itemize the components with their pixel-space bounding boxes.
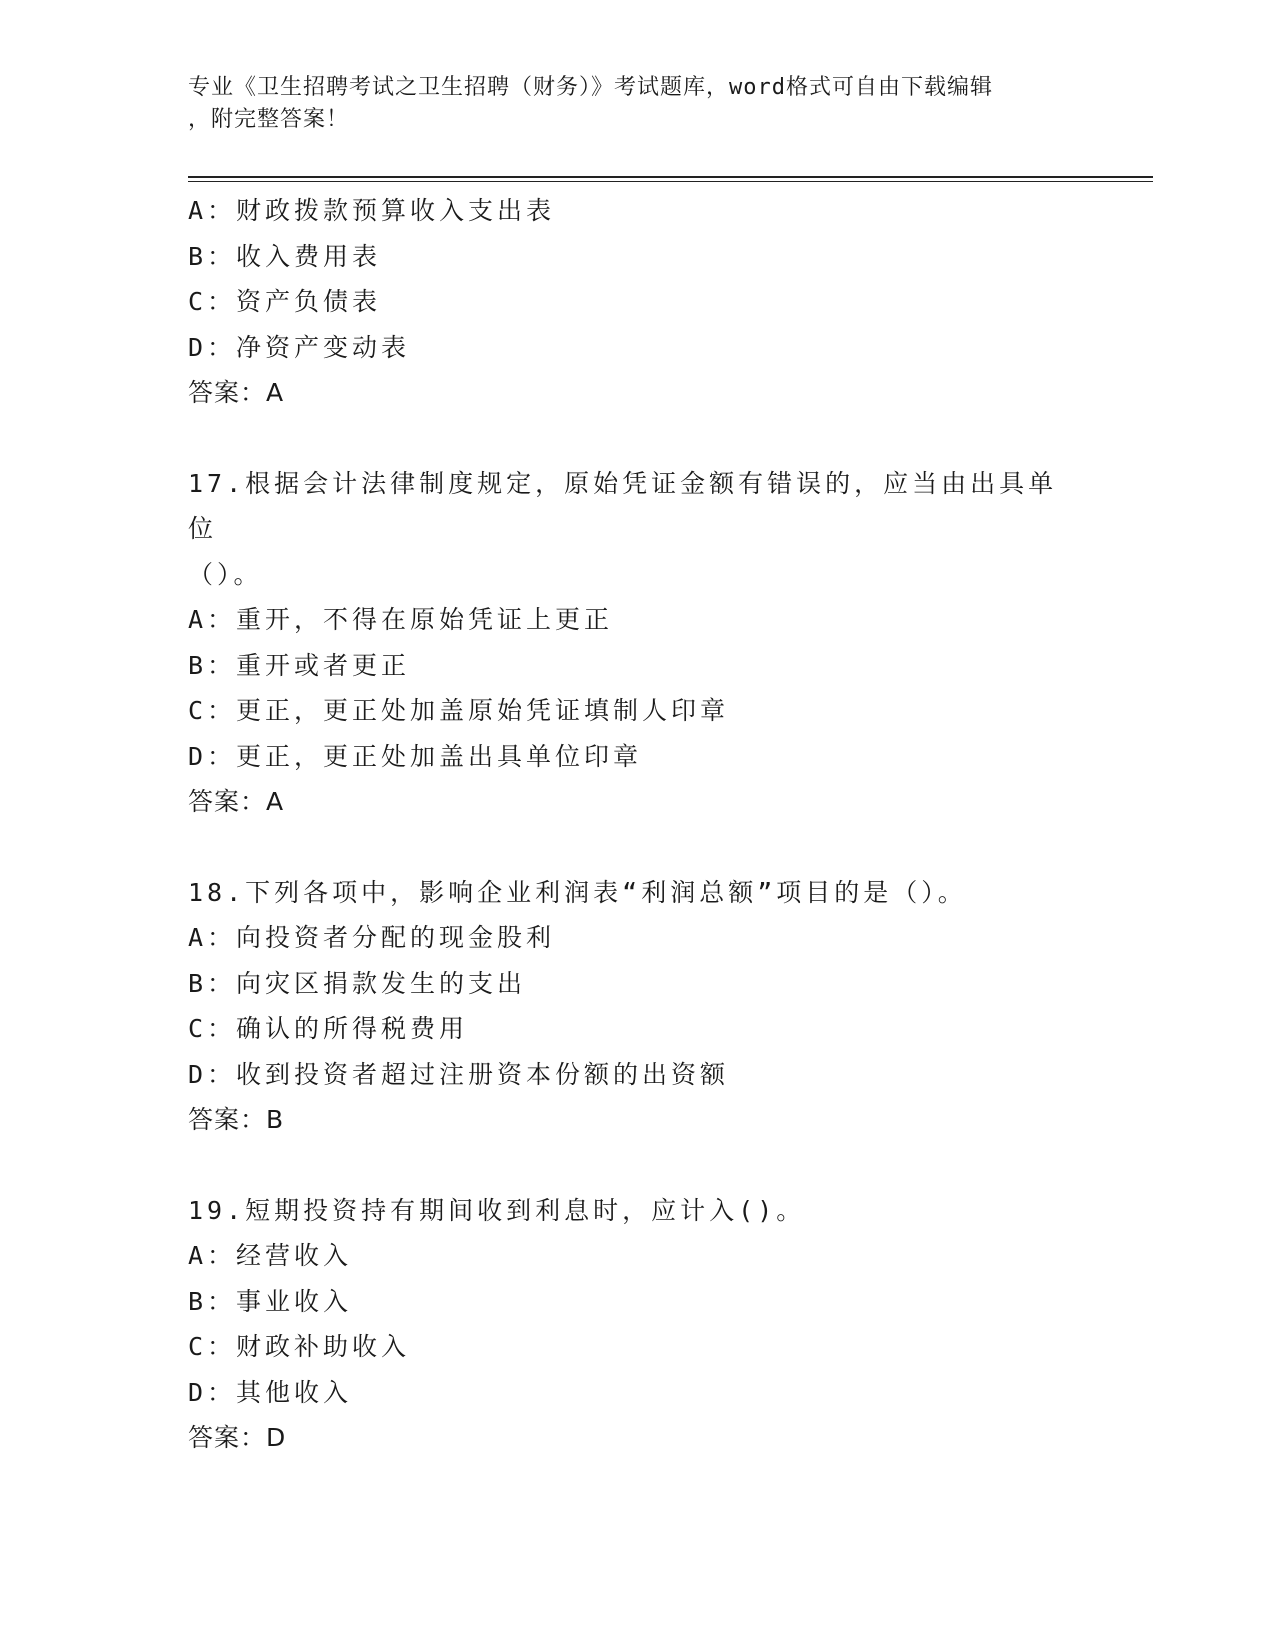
option-a: A：向投资者分配的现金股利 (188, 923, 556, 952)
option-d: D：其他收入 (188, 1377, 353, 1407)
option-a: A：重开，不得在原始凭证上更正 (188, 605, 614, 634)
option-d: D：更正，更正处加盖出具单位印章 (188, 741, 643, 771)
header-line-2: ，附完整答案！ (188, 107, 350, 132)
header-rule-thick (188, 176, 1153, 178)
option-b: B：事业收入 (188, 1286, 353, 1316)
option-b: B：向灾区捐款发生的支出 (188, 968, 527, 998)
question-text-line-1: 17.根据会计法律制度规定，原始凭证金额有错误的，应当由出具单位 (188, 468, 1058, 543)
header-line-1: 专业《卫生招聘考试之卫生招聘（财务）》考试题库，word格式可自由下载编辑 (188, 75, 993, 100)
question-text: 18.下列各项中，影响企业利润表“利润总额”项目的是（）。 (188, 877, 967, 907)
question-16 (188, 188, 1088, 416)
option-c: C：更正，更正处加盖原始凭证填制人印章 (188, 696, 730, 725)
question-text (188, 461, 1068, 598)
header-rule-thin (188, 181, 1153, 182)
option-b: B：收入费用表 (188, 241, 382, 271)
option-a: A：经营收入 (188, 1241, 353, 1270)
page-header (188, 72, 1068, 136)
question-18 (188, 870, 1088, 1143)
question-19 (188, 1188, 1088, 1461)
answer: 答案：D (188, 1423, 287, 1452)
question-text: 19.短期投资持有期间收到利息时，应计入()。 (188, 1195, 806, 1225)
option-d: D：收到投资者超过注册资本份额的出资额 (188, 1059, 730, 1089)
option-c: C：资产负债表 (188, 287, 382, 316)
option-b: B：重开或者更正 (188, 650, 411, 680)
question-list (188, 188, 1088, 1461)
question-17 (188, 461, 1088, 825)
question-text-line-2: （）。 (188, 559, 263, 589)
option-c: C：确认的所得税费用 (188, 1014, 469, 1043)
answer: 答案：A (188, 787, 285, 816)
option-d: D：净资产变动表 (188, 332, 411, 362)
option-c: C：财政补助收入 (188, 1332, 411, 1361)
answer: 答案：A (188, 378, 285, 407)
answer: 答案：B (188, 1105, 285, 1134)
option-a: A：财政拨款预算收入支出表 (188, 196, 556, 225)
